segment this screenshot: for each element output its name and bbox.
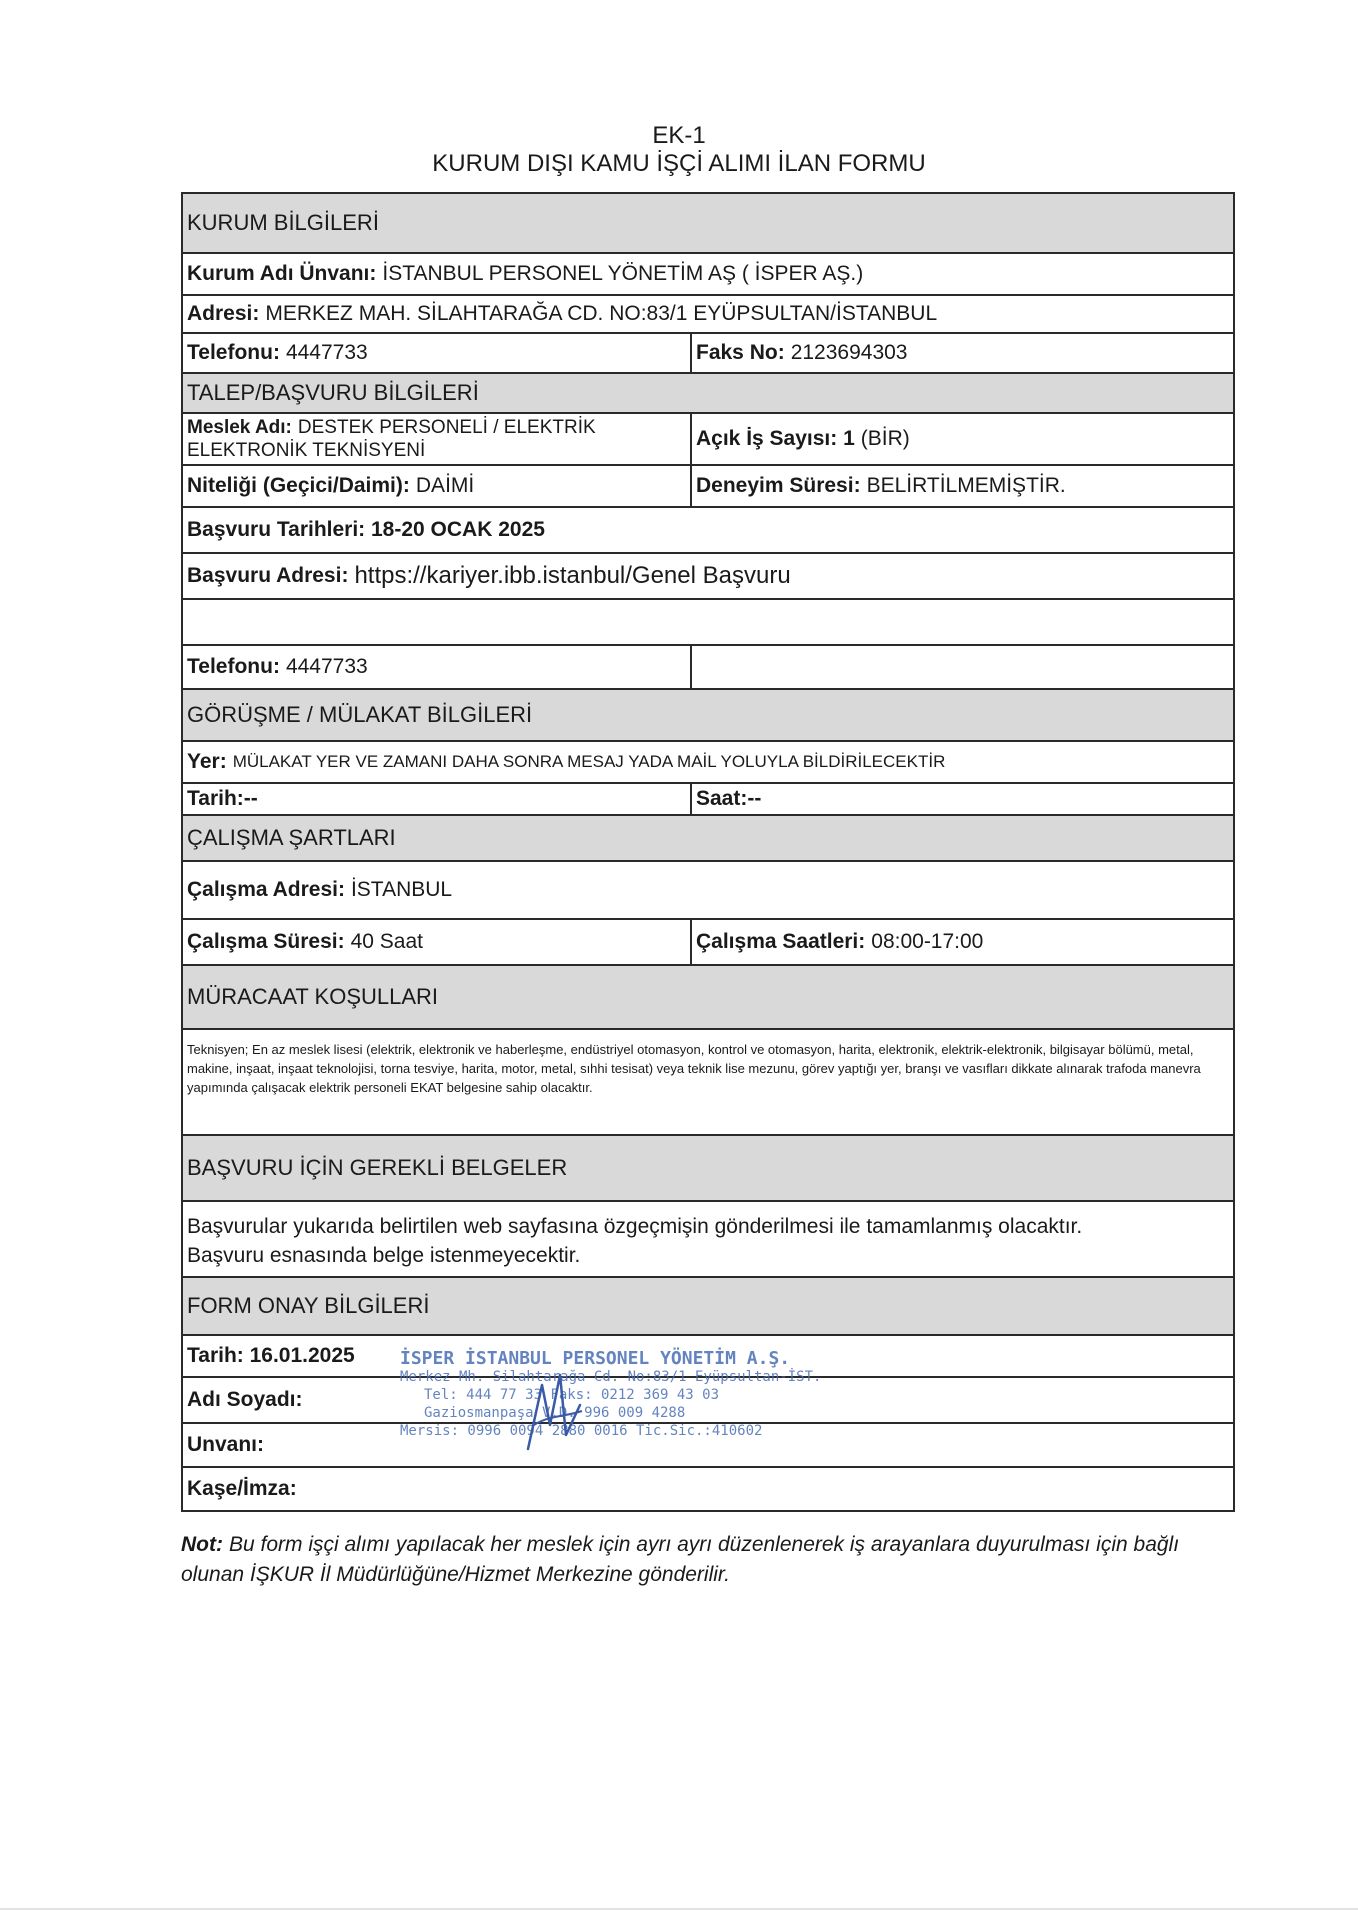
onay-tarih-row bbox=[183, 1336, 1233, 1378]
onay-ad-row bbox=[183, 1378, 1233, 1424]
kurum-telefon-label: Telefonu: bbox=[187, 341, 280, 364]
section-muracaat bbox=[183, 966, 1233, 1030]
section-gorusme bbox=[183, 690, 1233, 742]
section-muracaat-title: MÜRACAAT KOŞULLARI bbox=[187, 984, 439, 1009]
calisma-saat-label: Çalışma Saatleri: bbox=[696, 930, 866, 953]
onay-ad-label: Adı Soyadı: bbox=[187, 1388, 303, 1411]
scan-edge-line bbox=[0, 1908, 1358, 1910]
section-belgeler-title: BAŞVURU İÇİN GEREKLİ BELGELER bbox=[187, 1155, 568, 1180]
acik-is-label: Açık İş Sayısı: 1 bbox=[696, 427, 855, 450]
calisma-saat-value: 08:00-17:00 bbox=[871, 930, 984, 953]
onay-kase-label: Kaşe/İmza: bbox=[187, 1477, 297, 1500]
kurum-adres-label: Adresi: bbox=[187, 302, 260, 325]
muracaat-text-row bbox=[183, 1030, 1233, 1136]
basvuru-tarih-row bbox=[183, 508, 1233, 554]
kurum-unvan-value: İSTANBUL PERSONEL YÖNETİM AŞ ( İSPER AŞ.) bbox=[382, 262, 864, 285]
note-text: Bu form işçi alımı yapılacak her meslek için ayrı ayrı düzenlenerek iş arayanlara duyurulması için bağlı olunan İŞKUR İl Müdürlüğüne/Hizmet Merkezine gönderilir. bbox=[181, 1533, 1180, 1586]
belgeler-text-row bbox=[183, 1202, 1233, 1278]
empty-row bbox=[183, 600, 1233, 646]
basvuru-telefon-value: 4447733 bbox=[285, 655, 368, 678]
deneyim-value: BELİRTİLMEMİŞTİR. bbox=[866, 474, 1066, 497]
section-talep-title: TALEP/BAŞVURU BİLGİLERİ bbox=[187, 380, 479, 405]
deneyim-label: Deneyim Süresi: bbox=[696, 474, 861, 497]
section-kurum bbox=[183, 194, 1233, 254]
kurum-faks-label: Faks No: bbox=[696, 341, 785, 364]
belgeler-line-2: Başvuru esnasında belge istenmeyecektir. bbox=[187, 1244, 581, 1267]
meslek-row bbox=[183, 414, 1233, 466]
section-calisma-title: ÇALIŞMA ŞARTLARI bbox=[187, 825, 396, 850]
onay-unvan-label: Unvanı: bbox=[187, 1433, 265, 1456]
muracaat-text: Teknisyen; En az meslek lisesi (elektrik, elektronik ve haberleşme, endüstriyel otomasyon, kontrol ve otomasyon, harita, elektronik, elektrik-elektronik, bilgisayar bölümü, metal, makine, inşaat, inşaat teknolojisi, torna tesviye, harita, motor, metal, sıhhi tesisat) veya teknik lise mezunu, görev yaptığı yer, branşı ve vasıfları dikkate alınarak trafoda manevra yapımında çalışacak elektrik personeli EKAT belgesine sahip olacaktır. bbox=[187, 1042, 1201, 1095]
nitelik-row bbox=[183, 466, 1233, 508]
basvuru-tarih-label: Başvuru Tarihleri: 18-20 OCAK 2025 bbox=[187, 518, 545, 541]
yer-label: Yer: bbox=[187, 750, 227, 773]
kurum-faks-value: 2123694303 bbox=[790, 341, 908, 364]
calisma-sure-label: Çalışma Süresi: bbox=[187, 930, 345, 953]
section-calisma bbox=[183, 816, 1233, 862]
meslek-label: Meslek Adı: bbox=[187, 417, 292, 438]
tarih-saat-row bbox=[183, 784, 1233, 816]
kurum-telefon-value: 4447733 bbox=[285, 341, 368, 364]
stamp-line-5: Mersis: 0996 0094 2880 0016 Tic.Sic.:410602 bbox=[400, 1423, 763, 1439]
calisma-adres-row bbox=[183, 862, 1233, 920]
section-belgeler bbox=[183, 1136, 1233, 1202]
calisma-sure-row bbox=[183, 920, 1233, 966]
calisma-sure-value: 40 Saat bbox=[350, 930, 423, 953]
basvuru-adres-link[interactable]: https://kariyer.ibb.istanbul/Genel Başvuru bbox=[354, 562, 791, 589]
kurum-adres-row bbox=[183, 296, 1233, 334]
section-onay bbox=[183, 1278, 1233, 1336]
calisma-adres-label: Çalışma Adresi: bbox=[187, 878, 345, 901]
onay-tarih-label: Tarih: 16.01.2025 bbox=[187, 1344, 355, 1367]
mulakat-saat-label: Saat:-- bbox=[696, 787, 762, 810]
belgeler-line-1: Başvurular yukarıda belirtilen web sayfasına özgeçmişin gönderilmesi ile tamamlanmış olacaktır. bbox=[187, 1215, 1083, 1238]
form-title: KURUM DIŞI KAMU İŞÇİ ALIMI İLAN FORMU bbox=[432, 150, 926, 177]
signature-icon bbox=[520, 1365, 590, 1455]
kurum-adres-value: MERKEZ MAH. SİLAHTARAĞA CD. NO:83/1 EYÜPSULTAN/İSTANBUL bbox=[265, 302, 938, 325]
section-talep bbox=[183, 374, 1233, 414]
acik-is-value: (BİR) bbox=[860, 427, 910, 450]
basvuru-telefon-row bbox=[183, 646, 1233, 690]
form-code: EK-1 bbox=[652, 122, 706, 149]
note-label: Not: bbox=[181, 1533, 223, 1556]
basvuru-telefon-label: Telefonu: bbox=[187, 655, 280, 678]
stamp-line-2: Merkez Mh. Silahtarağa Cd. No:83/1 Eyüpsultan-İST. bbox=[400, 1369, 822, 1385]
kurum-unvan-row bbox=[183, 254, 1233, 296]
calisma-adres-value: İSTANBUL bbox=[350, 878, 453, 901]
stamp-line-1: İSPER İSTANBUL PERSONEL YÖNETİM A.Ş. bbox=[400, 1348, 791, 1369]
basvuru-adres-row bbox=[183, 554, 1233, 600]
section-gorusme-title: GÖRÜŞME / MÜLAKAT BİLGİLERİ bbox=[187, 702, 533, 727]
basvuru-adres-label: Başvuru Adresi: bbox=[187, 564, 349, 587]
meslek-value-2: ELEKTRONİK TEKNİSYENİ bbox=[187, 440, 426, 461]
onay-unvan-row bbox=[183, 1424, 1233, 1468]
onay-kase-row bbox=[183, 1468, 1233, 1510]
section-onay-title: FORM ONAY BİLGİLERİ bbox=[187, 1293, 430, 1318]
meslek-value-1: DESTEK PERSONELİ / ELEKTRİK bbox=[297, 417, 596, 438]
stamp-line-4: Gaziosmanpaşa V.D. 996 009 4288 bbox=[424, 1405, 686, 1421]
nitelik-value: DAİMİ bbox=[415, 474, 475, 497]
footer-note bbox=[181, 1530, 1241, 1590]
nitelik-label: Niteliği (Geçici/Daimi): bbox=[187, 474, 410, 497]
yer-value: MÜLAKAT YER VE ZAMANI DAHA SONRA MESAJ YADA MAİL YOLUYLA BİLDİRİLECEKTİR bbox=[232, 752, 946, 771]
kurum-unvan-label: Kurum Adı Ünvanı: bbox=[187, 262, 377, 285]
section-kurum-title: KURUM BİLGİLERİ bbox=[187, 210, 379, 235]
mulakat-tarih-label: Tarih:-- bbox=[187, 787, 258, 810]
application-form bbox=[181, 192, 1235, 1512]
stamp-line-3: Tel: 444 77 33 Faks: 0212 369 43 03 bbox=[424, 1387, 720, 1403]
kurum-contact-row bbox=[183, 334, 1233, 374]
yer-row bbox=[183, 742, 1233, 784]
